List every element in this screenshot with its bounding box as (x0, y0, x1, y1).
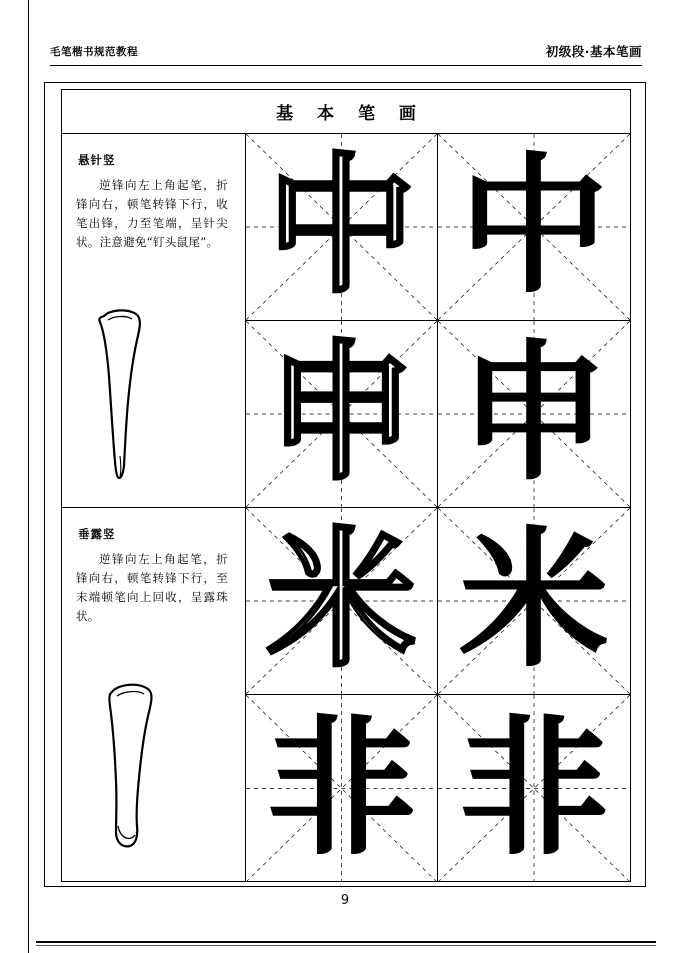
header-section-title: 初级段·基本笔画 (545, 44, 642, 59)
grid-cell (246, 508, 438, 695)
page-number: 9 (340, 893, 350, 908)
grid-cell (246, 134, 438, 321)
panel-content (62, 134, 630, 882)
explanation-column (62, 134, 246, 882)
content-outer-frame (44, 82, 646, 887)
header-book-title: 毛笔楷书规范教程 (50, 46, 138, 58)
lesson-title: 垂露竖 (78, 527, 116, 541)
character-outline: 中 (266, 140, 417, 314)
lesson-title: 悬针竖 (78, 153, 116, 167)
panel-title-band (62, 90, 630, 134)
lesson-block (62, 134, 245, 508)
character-grid (246, 134, 630, 882)
character-solid: 非 (458, 701, 609, 876)
page-header (50, 44, 642, 68)
lesson-description: 逆锋向左上角起笔，折锋向右，顿笔转锋下行，收笔出锋，力至笔端，呈针尖状。注意避免“钉头鼠尾”。 (76, 178, 228, 249)
character-solid: 非 (266, 701, 417, 876)
character-solid: 米 (458, 514, 609, 688)
lesson-block (62, 508, 245, 882)
character-solid: 申 (458, 327, 609, 501)
footer-rule-thick (36, 941, 656, 943)
grid-cell (246, 321, 438, 508)
grid-cell (246, 695, 438, 882)
lesson-description: 逆锋向左上角起笔，折锋向右，顿笔转锋下行，至末端顿笔向上回收，呈露珠状。 (76, 552, 228, 623)
character-outline: 申 (266, 327, 417, 501)
stroke-diagram-icon (106, 680, 206, 865)
panel-title: 基 本 笔 画 (276, 104, 425, 124)
footer-rule-thin (36, 945, 656, 946)
content-inner-frame (61, 89, 631, 882)
stroke-diagram-icon (96, 306, 206, 491)
character-solid: 中 (458, 140, 609, 314)
grid-cell (438, 134, 630, 321)
footer-decoration (36, 941, 656, 947)
character-outline: 米 (266, 514, 417, 688)
grid-cell (438, 695, 630, 882)
header-divider (50, 65, 642, 66)
page-spine-line (28, 0, 29, 953)
grid-cell (438, 321, 630, 508)
grid-cell (438, 508, 630, 695)
